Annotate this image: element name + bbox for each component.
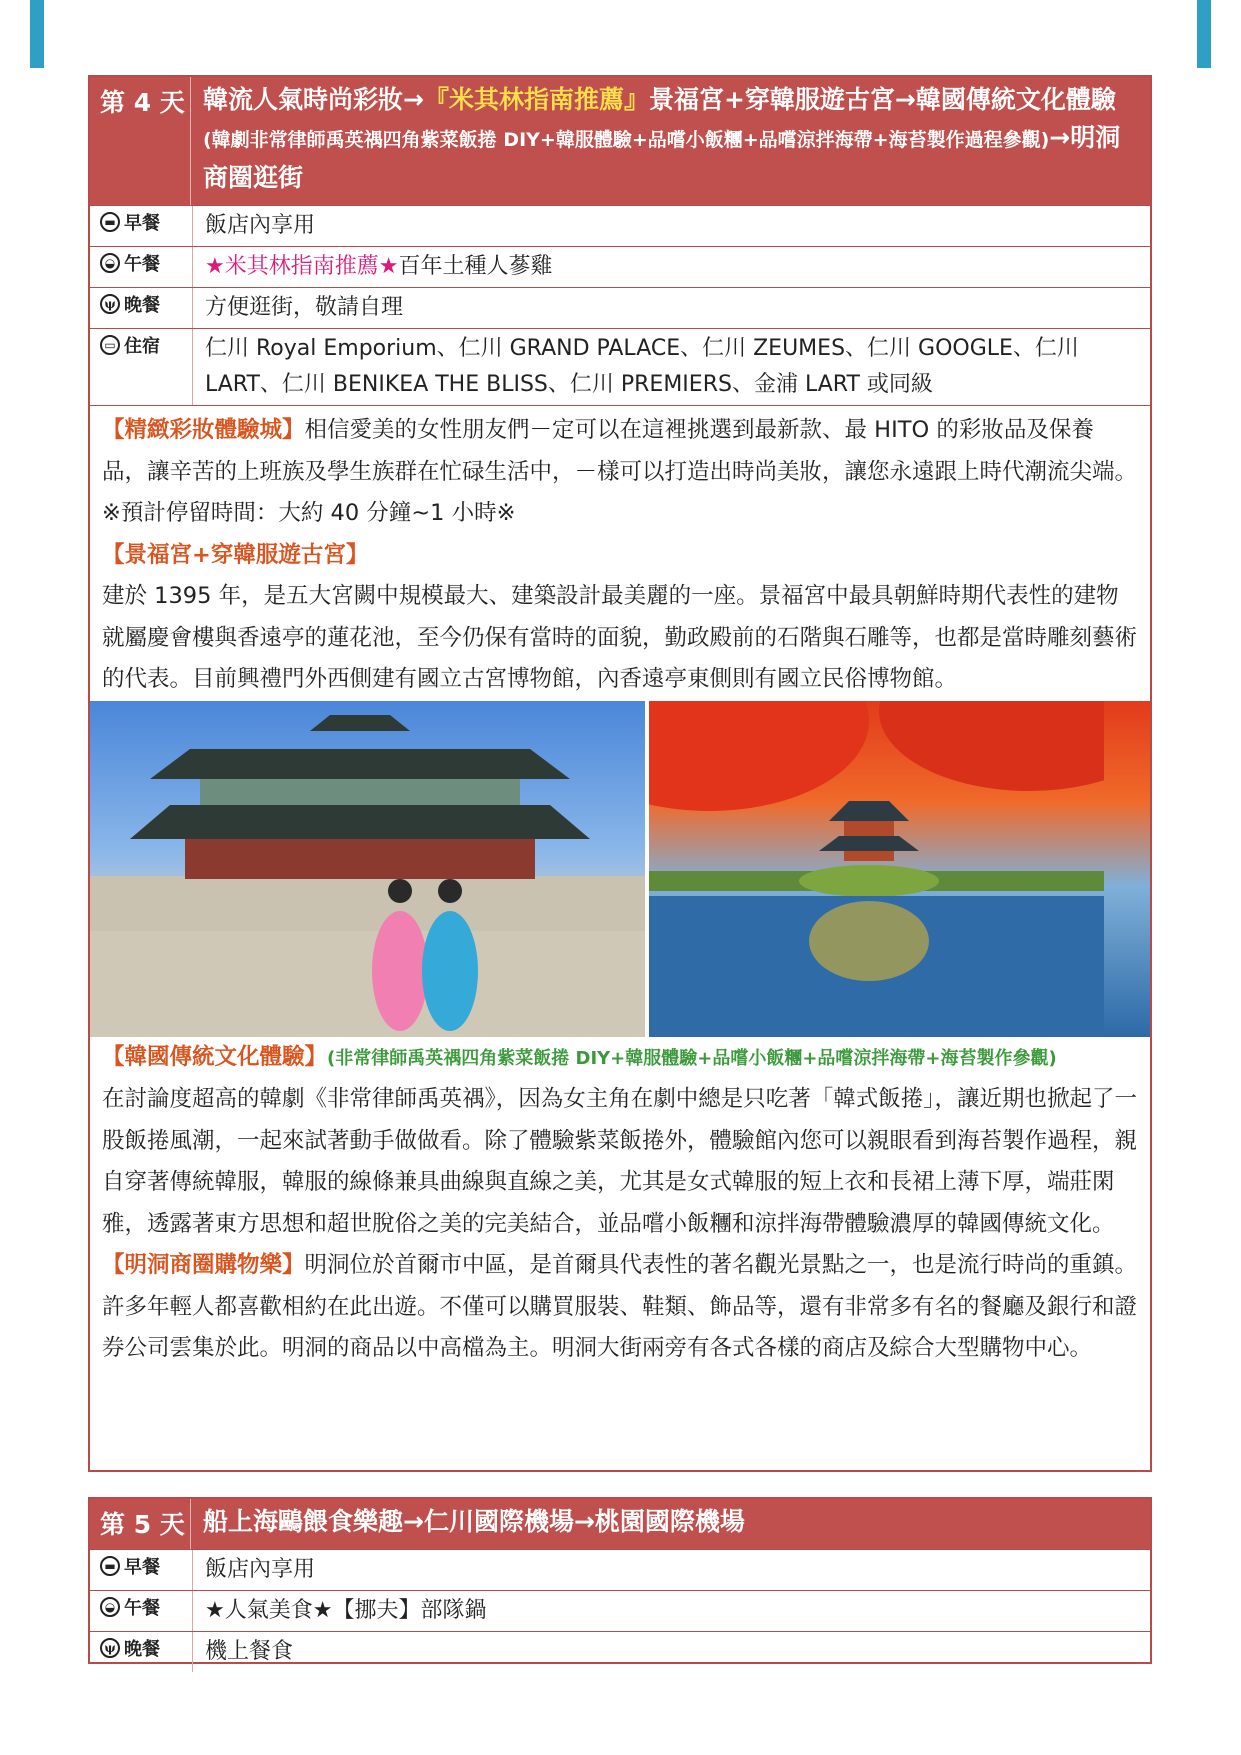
myeongdong-heading: 【明洞商圈購物樂】: [102, 1252, 305, 1278]
day4-content: [90, 405, 1150, 1370]
lunch-text: 百年土種人蔘雞: [398, 254, 553, 279]
hotel-tag: [90, 329, 192, 405]
breakfast-tag: [90, 1550, 192, 1590]
makeup-paragraph: [102, 410, 1138, 535]
dinner-row: [90, 287, 1150, 328]
day5-header: [90, 1499, 1150, 1549]
palace-illustration: [90, 701, 645, 1037]
lunch-value: [192, 247, 1150, 287]
bed-icon: ▭: [100, 335, 120, 355]
breakfast-tag: [90, 206, 192, 246]
title-subtext: (韓劇非常律師禹英禑四角紫菜飯捲 DIY+韓服體驗+品嚐小飯糰+品嚐涼拌海帶+海苔製作過程參觀): [203, 129, 1050, 151]
lunchbox-icon: ◒: [100, 253, 120, 273]
makeup-text: 相信愛美的女性朋友們－定可以在這裡挑選到最新款、最 HITO 的彩妝品及保養品，讓辛苦的上班族及學生族群在忙碌生活中，－樣可以打造出時尚美妝，讓您永遠跟上時代潮流尖端。 ※預計停留時間：大約 40 分鐘~1 小時※: [102, 417, 1138, 526]
dinner-row: [90, 1631, 1150, 1672]
breakfast-value: 飯店內享用: [192, 1550, 1150, 1590]
bowl-icon: ▬: [100, 212, 120, 232]
gyeongbokgung-photo: [90, 701, 645, 1037]
photo-row: [90, 701, 1150, 1037]
culture-heading-line: [102, 1037, 1138, 1080]
day4-title: [190, 77, 1150, 205]
lunch-tag: [90, 247, 192, 287]
dinner-label: 晚餐: [124, 295, 160, 316]
lunch-tag: [90, 1591, 192, 1631]
culture-subheading: (非常律師禹英禑四角紫菜飯捲 DIY+韓服體驗+品嚐小飯糰+品嚐涼拌海帶+海苔製作參觀): [327, 1047, 1057, 1069]
myeongdong-text: 明洞位於首爾市中區，是首爾具代表性的著名觀光景點之一，也是流行時尚的重鎮。許多年輕人都喜歡相約在此出遊。不僅可以購買服裝、鞋類、飾品等，還有非常多有名的餐廳及銀行和證券公司雲集於此。明洞的商品以中高檔為主。明洞大街兩旁有各式各樣的商店及綜合大型購物中心。: [102, 1252, 1138, 1361]
hyangwonjeong-photo: [649, 701, 1150, 1037]
day5-label: 第 5 天: [100, 1510, 185, 1539]
bowl-icon: ▬: [100, 1556, 120, 1576]
breakfast-row: [90, 1549, 1150, 1590]
michelin-text: 『米其林指南推薦』: [423, 85, 649, 114]
left-edge-bar: [30, 0, 44, 68]
fork-knife-icon: ψ: [100, 1638, 120, 1658]
breakfast-label: 早餐: [124, 1557, 160, 1578]
lunch-row: [90, 1590, 1150, 1631]
day4-header: [90, 77, 1150, 205]
dinner-value: 機上餐食: [192, 1632, 1150, 1672]
palace-text: 建於 1395 年，是五大宮闕中規模最大、建築設計最美麗的一座。景福宮中最具朝鮮時期代表性的建物就屬慶會樓與香遠亭的蓮花池，至今仍保有當時的面貌，勤政殿前的石階與石雕等，也都是當時雕刻藝術的代表。目前興禮門外西側建有國立古宮博物館，內香遠亭東側則有國立民俗博物館。: [102, 583, 1138, 692]
title-text: 韓流人氣時尚彩妝→: [203, 85, 424, 114]
palace-heading: 【景福宮+穿韓服遊古宮】: [102, 541, 369, 568]
dinner-label: 晚餐: [124, 1639, 160, 1660]
day5-title: 船上海鷗餵食樂趣→仁川國際機場→桃園國際機場: [190, 1499, 1150, 1549]
breakfast-label: 早餐: [124, 213, 160, 234]
hotel-label: 住宿: [124, 336, 160, 357]
right-edge-bar: [1197, 0, 1211, 68]
culture-text: 在討論度超高的韓劇《非常律師禹英禑》，因為女主角在劇中總是只吃著「韓式飯捲」，讓近期也掀起了一股飯捲風潮，一起來試著動手做做看。除了體驗紫菜飯捲外，體驗館內您可以親眼看到海苔製作過程，親自穿著傳統韓服，韓服的線條兼具曲線與直線之美，尤其是女式韓服的短上衣和長裙上薄下厚，端莊閑雅，透露著東方思想和超世脫俗之美的完美結合，並品嚐小飯糰和涼拌海帶體驗濃厚的韓國傳統文化。: [102, 1086, 1138, 1237]
pavilion-illustration: [649, 701, 1104, 1037]
dinner-value: 方便逛街，敬請自理: [192, 288, 1150, 328]
makeup-heading: 【精緻彩妝體驗城】: [102, 417, 305, 443]
breakfast-row: [90, 205, 1150, 246]
day4-label: 第 4 天: [100, 88, 185, 117]
lunch-label: 午餐: [124, 254, 160, 275]
lunch-value: ★人氣美食★【挪夫】部隊鍋: [192, 1591, 1150, 1631]
day5-section: [88, 1497, 1152, 1664]
breakfast-value: 飯店內享用: [192, 206, 1150, 246]
title-text: →明洞商圈逛街: [203, 123, 1121, 192]
lunchbox-icon: ◒: [100, 1597, 120, 1617]
dinner-tag: [90, 1632, 192, 1672]
fork-knife-icon: ψ: [100, 294, 120, 314]
myeongdong-paragraph: [102, 1245, 1138, 1370]
lunch-label: 午餐: [124, 1598, 160, 1619]
hotel-value: 仁川 Royal Emporium、仁川 GRAND PALACE、仁川 ZEUMES、仁川 GOOGLE、仁川 LART、仁川 BENIKEA THE BLISS、仁川 PREMIERS、金浦 LART 或同級: [192, 329, 1150, 405]
lunch-star: ★米其林指南推薦★: [205, 254, 399, 279]
title-text: 景福宮+穿韓服遊古宮→韓國傳統文化體驗: [648, 85, 1116, 114]
culture-heading: 【韓國傳統文化體驗】: [102, 1043, 328, 1070]
day4-section: [88, 75, 1152, 1472]
dinner-tag: [90, 288, 192, 328]
hotel-row: [90, 328, 1150, 405]
lunch-row: [90, 246, 1150, 287]
